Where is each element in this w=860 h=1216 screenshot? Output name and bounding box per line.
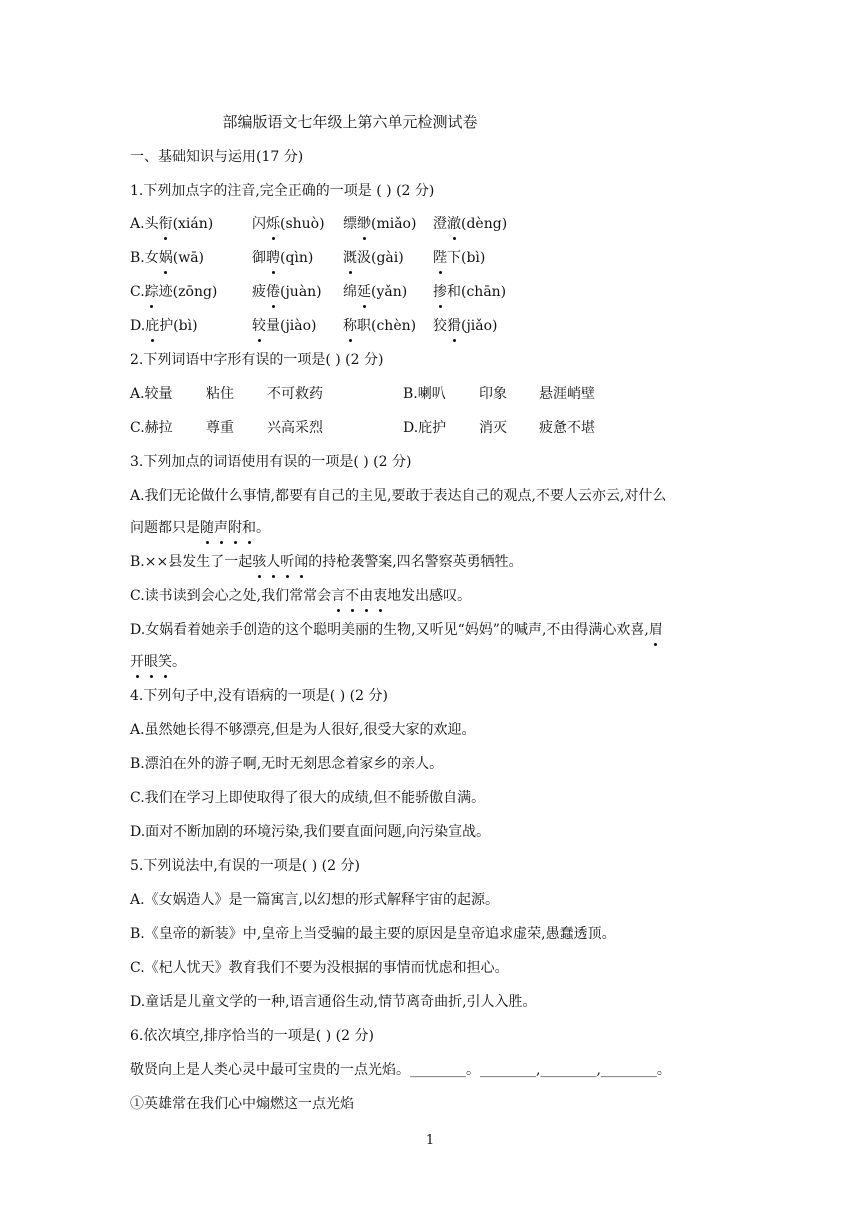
word-option: 印象 [479, 386, 507, 402]
option-letter: C. [130, 284, 145, 300]
option-cell: 疲倦(juàn) [252, 284, 322, 300]
word-option: B.喇叭 [403, 386, 446, 402]
question-4-option-a: A.虽然她长得不够漂亮,但是为人很好,很受大家的欢迎。 [130, 722, 476, 738]
question-2-stem: 2.下列词语中字形有误的一项是( ) (2 分) [130, 352, 384, 368]
question-3-option-a-cont: 问题都只是随声附和。 [130, 520, 270, 536]
option-cell: 头衔(xián) [144, 216, 214, 232]
page-number: 1 [425, 1133, 435, 1148]
section-heading: 一、基础知识与运用(17 分) [130, 149, 304, 165]
word-option: 悬涯峭壁 [539, 386, 595, 402]
option-cell: 陛下(bì) [433, 250, 486, 266]
question-5-option-d: D.童话是儿童文学的一种,语言通俗生动,情节离奇曲折,引人入胜。 [130, 994, 537, 1010]
word-option: 粘住 [206, 386, 234, 402]
option-cell: 掺和(chān) [433, 284, 507, 300]
question-5-option-c: C.《杞人忧天》教育我们不要为没根据的事情而忧虑和担心。 [130, 960, 509, 976]
word-option: 疲惫不堪 [539, 420, 595, 436]
question-4-option-b: B.漂泊在外的游子啊,无时无刻思念着家乡的亲人。 [130, 756, 444, 772]
word-option: 不可救药 [267, 386, 323, 402]
question-4-option-c: C.我们在学习上即使取得了很大的成绩,但不能骄傲自满。 [130, 790, 486, 806]
question-3-option-d: D.女娲看着她亲手创造的这个聪明美丽的生物,又听见“妈妈”的喊声,不由得满心欢喜,眉 [130, 622, 663, 638]
option-cell: 澄澈(dèng) [433, 216, 508, 232]
option-cell: 踪迹(zōng) [144, 284, 218, 300]
word-option: 尊重 [206, 420, 234, 436]
word-option: C.赫拉 [130, 420, 173, 436]
option-cell: 较量(jiào) [252, 318, 317, 334]
question-1-option-c [130, 282, 507, 302]
option-cell: 狡猾(jiǎo) [433, 318, 498, 334]
question-3-option-c: C.读书读到会心之处,我们常常会言不由衷地发出感叹。 [130, 588, 472, 604]
question-5-stem: 5.下列说法中,有误的一项是( ) (2 分) [130, 858, 360, 874]
question-6-passage: 敬贤向上是人类心灵中最可宝贵的一点光焰。________。________,________,________。 [130, 1062, 671, 1078]
question-1-option-d [130, 316, 498, 336]
word-option: 消灭 [479, 420, 507, 436]
word-option: 兴高采烈 [267, 420, 323, 436]
question-2-row-1 [130, 384, 595, 404]
option-cell: 闪烁(shuò) [252, 216, 325, 232]
option-letter: D. [130, 318, 146, 334]
question-6-stem: 6.依次填空,排序恰当的一项是( ) (2 分) [130, 1028, 374, 1044]
option-letter: B. [130, 250, 145, 266]
option-cell: 绵延(yǎn) [343, 284, 408, 300]
option-cell: 女娲(wā) [144, 250, 205, 266]
option-cell: 称职(chèn) [343, 318, 417, 334]
question-1-option-b [130, 248, 486, 268]
option-cell: 庇护(bì) [145, 318, 198, 334]
option-cell: 缥缈(miǎo) [343, 216, 417, 232]
option-cell: 御聘(qìn) [252, 250, 314, 266]
document-title: 部编版语文七年级上第六单元检测试卷 [222, 113, 478, 131]
question-2-row-2 [130, 418, 595, 438]
question-3-option-d-cont: 开眼笑。 [130, 654, 186, 670]
question-6-item-1: ①英雄常在我们心中煽燃这一点光焰 [130, 1096, 354, 1112]
question-3-stem: 3.下列加点的词语使用有误的一项是( ) (2 分) [130, 454, 412, 470]
word-option: D.庇护 [403, 420, 447, 436]
option-cell: 溉汲(gài) [343, 250, 404, 266]
question-4-stem: 4.下列句子中,没有语病的一项是( ) (2 分) [130, 688, 388, 704]
word-option: A.较量 [130, 386, 173, 402]
question-3-option-a: A.我们无论做什么事情,都要有自己的主见,要敢于表达自己的观点,不要人云亦云,对什么 [130, 488, 667, 504]
option-letter: A. [130, 216, 145, 232]
question-3-option-b: B.××县发生了一起骇人听闻的持枪袭警案,四名警察英勇牺牲。 [130, 554, 523, 570]
question-5-option-a: A.《女娲造人》是一篇寓言,以幻想的形式解释宇宙的起源。 [130, 892, 500, 908]
question-1-option-a [130, 214, 508, 234]
question-4-option-d: D.面对不断加剧的环境污染,我们要直面问题,向污染宣战。 [130, 824, 491, 840]
question-1-stem: 1.下列加点字的注音,完全正确的一项是 ( ) (2 分) [130, 183, 435, 199]
question-5-option-b: B.《皇帝的新装》中,皇帝上当受骗的最主要的原因是皇帝追求虚荣,愚蠢透顶。 [130, 926, 616, 942]
